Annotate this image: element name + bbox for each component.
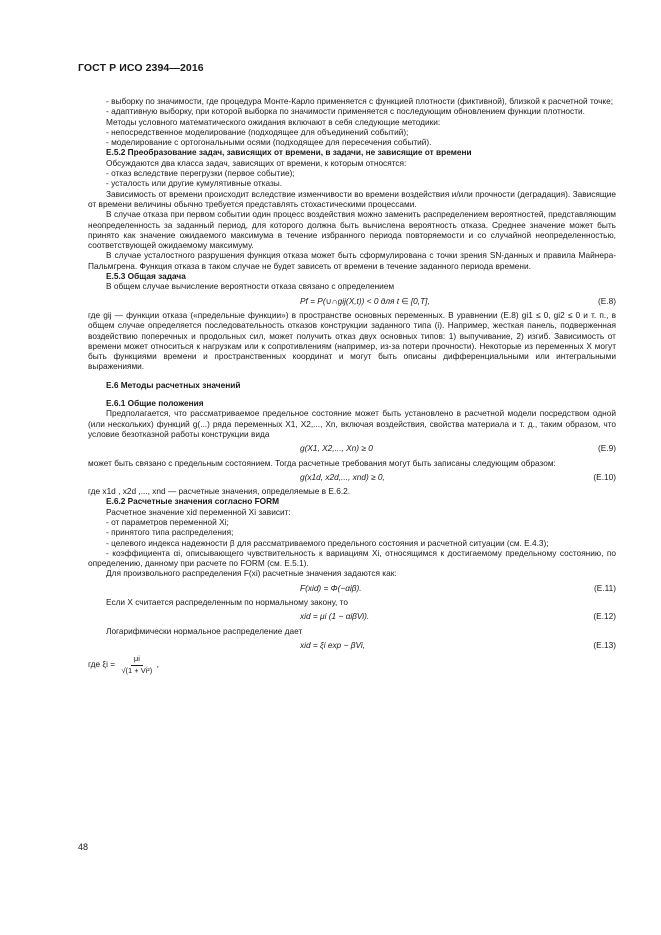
paragraph: В общем случае вычисление вероятности отказа связано с определением (106, 281, 395, 292)
section-heading: Е.5.2 Преобразование задач, зависящих от времени, в задачи, не зависящие от времени (106, 147, 472, 158)
paragraph: Предполагается, что рассматриваемое предельное состояние может быть установлено в расчетной модели посредством одной (или нескольких) функций g(...) ряда переменных X1, X2,..., Xn, включая воздействия, свойства материала и т. д., таким образом, что условие безотказной работы конструкции вида (88, 408, 616, 439)
paragraph: Расчетное значение xid переменной Xi зависит: (106, 506, 291, 517)
paragraph: - отказ вследствие перегрузки (первое событие); (106, 168, 295, 179)
paragraph: - выборку по значимости, где процедура Монте-Карло применяется с функцией плотности (фиктивной), близкой к расчетной точке; (106, 96, 614, 106)
paragraph: - моделирование с ортогональными осями (подходящее для пересечения событий). (106, 137, 432, 148)
paragraph: В случае усталостного разрушения функция отказа может быть сформулирована с точки зрения SN-данных и правила Майнера-Пальмгрена. Функция отказа в таком случае не будет зависеть от времени в течение заданного периода времени. (88, 250, 616, 271)
fraction-numerator: μi (131, 654, 143, 665)
equation-e10 (88, 472, 616, 482)
equation-number: (Е.8) (598, 295, 616, 306)
paragraph: - целевого индекса надежности β для рассматриваемого предельного состояния и расчетной ситуации (см. Е.4.3); (106, 537, 549, 548)
paragraph: Обсуждаются два класса задач, зависящих от времени, к которым относятся: (106, 157, 407, 168)
equation-e9 (88, 443, 616, 453)
paragraph: В случае отказа при первом событии один процесс воздействия можно заменить распределением вероятностей, представляющим неопределенность за заданный период, для которого должна быть вычислена вероятность отказа. Среднее значение может быть принято как значение ожидаемого максимума в течение избранного периода повторяемости и со случайной неопределенностью, соответствующей ожидаемому максимуму. (88, 209, 616, 251)
equation-e11 (88, 583, 616, 593)
equation-number: (Е.11) (594, 582, 616, 593)
equation-number: (Е.13) (593, 639, 616, 650)
section-heading: Е.6 Методы расчетных значений (106, 379, 241, 390)
document-body (88, 96, 616, 676)
paragraph: - адаптивную выборку, при которой выборка по значимости применяется с последующим обновлением функции плотности. (106, 106, 585, 117)
paragraph: - непосредственное моделирование (подходящее для объединений событий); (106, 126, 409, 137)
paragraph: где x1d , x2d ,..., xnd — расчетные значения, определяемые в Е.6.2. (88, 486, 351, 497)
xi-fraction (119, 654, 154, 676)
paragraph: - коэффициента αi, описывающего чувствительность к вариациям Xi, относящимся к достигаемому предельному состоянию, по определению, данному при расчете по FORM (см. Е.5.1). (88, 547, 616, 569)
paragraph: Для произвольного распределения F(xi) расчетные значения задаются как: (106, 568, 397, 579)
equation-formula: Pf = P(∪∩gij(X,t)) < 0 для t ∈ [0,T], (300, 295, 430, 306)
equation-number: (Е.9) (598, 443, 616, 454)
paragraph: Логарифмически нормальное распределение дает (106, 625, 303, 636)
equation-e13 (88, 640, 616, 650)
paragraph: - от параметров переменной Xi; (106, 516, 229, 527)
paragraph: - принятого типа распределения; (106, 527, 234, 538)
equation-formula: xid = ξi exp − βVi, (300, 639, 366, 650)
equation-formula: g(x1d, x2d,..., xnd) ≥ 0, (300, 471, 385, 482)
equation-e12 (88, 611, 616, 621)
equation-formula: xid = μi (1 − αiβVi). (300, 611, 370, 622)
paragraph: где gij — функции отказа («предельные функции») в пространстве основных переменных. В уравнении (Е.8) gi1 ≤ 0, gi2 ≤ 0 и т. п., в общем случае определяется последовательность отказов конструкции заданного типа (i). Например, жесткая панель, подверженная воздействию поперечных и продольных сил, может получить отказ двух основных типов: 1) выпучивание, 2) изгиб. Зависимость от времени может относиться к нагрузкам или к сопротивлениям (например, из-за потери прочности). Некоторые из переменных X могут быть функциями времени и пространственных координат и могут быть описаны дифференциальными или интегральными выражениями. (88, 309, 616, 372)
xi-definition-tail: , (154, 659, 159, 670)
document-header: ГОСТ Р ИСО 2394—2016 (78, 62, 204, 74)
equation-number: (Е.10) (593, 471, 616, 482)
fraction-denominator: √(1 + Vi²) (121, 665, 153, 675)
page-number: 48 (78, 842, 89, 852)
xi-definition-lead: где ξi = (88, 659, 118, 670)
equation-formula: g(X1, X2,..., Xn) ≥ 0 (300, 443, 373, 454)
paragraph: - усталость или другие кумулятивные отказы. (106, 178, 283, 189)
paragraph: Если X считается распределенным по нормальному закону, то (106, 597, 348, 608)
paragraph: Методы условного математического ожидания включают в себя следующие методики: (106, 116, 441, 127)
equation-number: (Е.12) (593, 611, 616, 622)
paragraph: может быть связано с предельным состоянием. Тогда расчетные требования могут быть записаны следующим образом: (88, 457, 556, 468)
xi-definition (88, 654, 616, 676)
section-heading: Е.6.2 Расчетные значения согласно FORM (106, 496, 279, 507)
paragraph: Зависимость от времени происходит вследствие изменчивости во времени воздействия и/или прочности (деградация). Зависящие от времени величины обычно требуется представлять стохастическими процессами. (88, 188, 616, 209)
section-heading: Е.6.1 Общие положения (106, 398, 204, 409)
equation-formula: F(xid) = Φ(−αiβ). (300, 582, 362, 593)
equation-e8 (88, 296, 616, 306)
section-heading: Е.5.3 Общая задача (106, 271, 186, 282)
